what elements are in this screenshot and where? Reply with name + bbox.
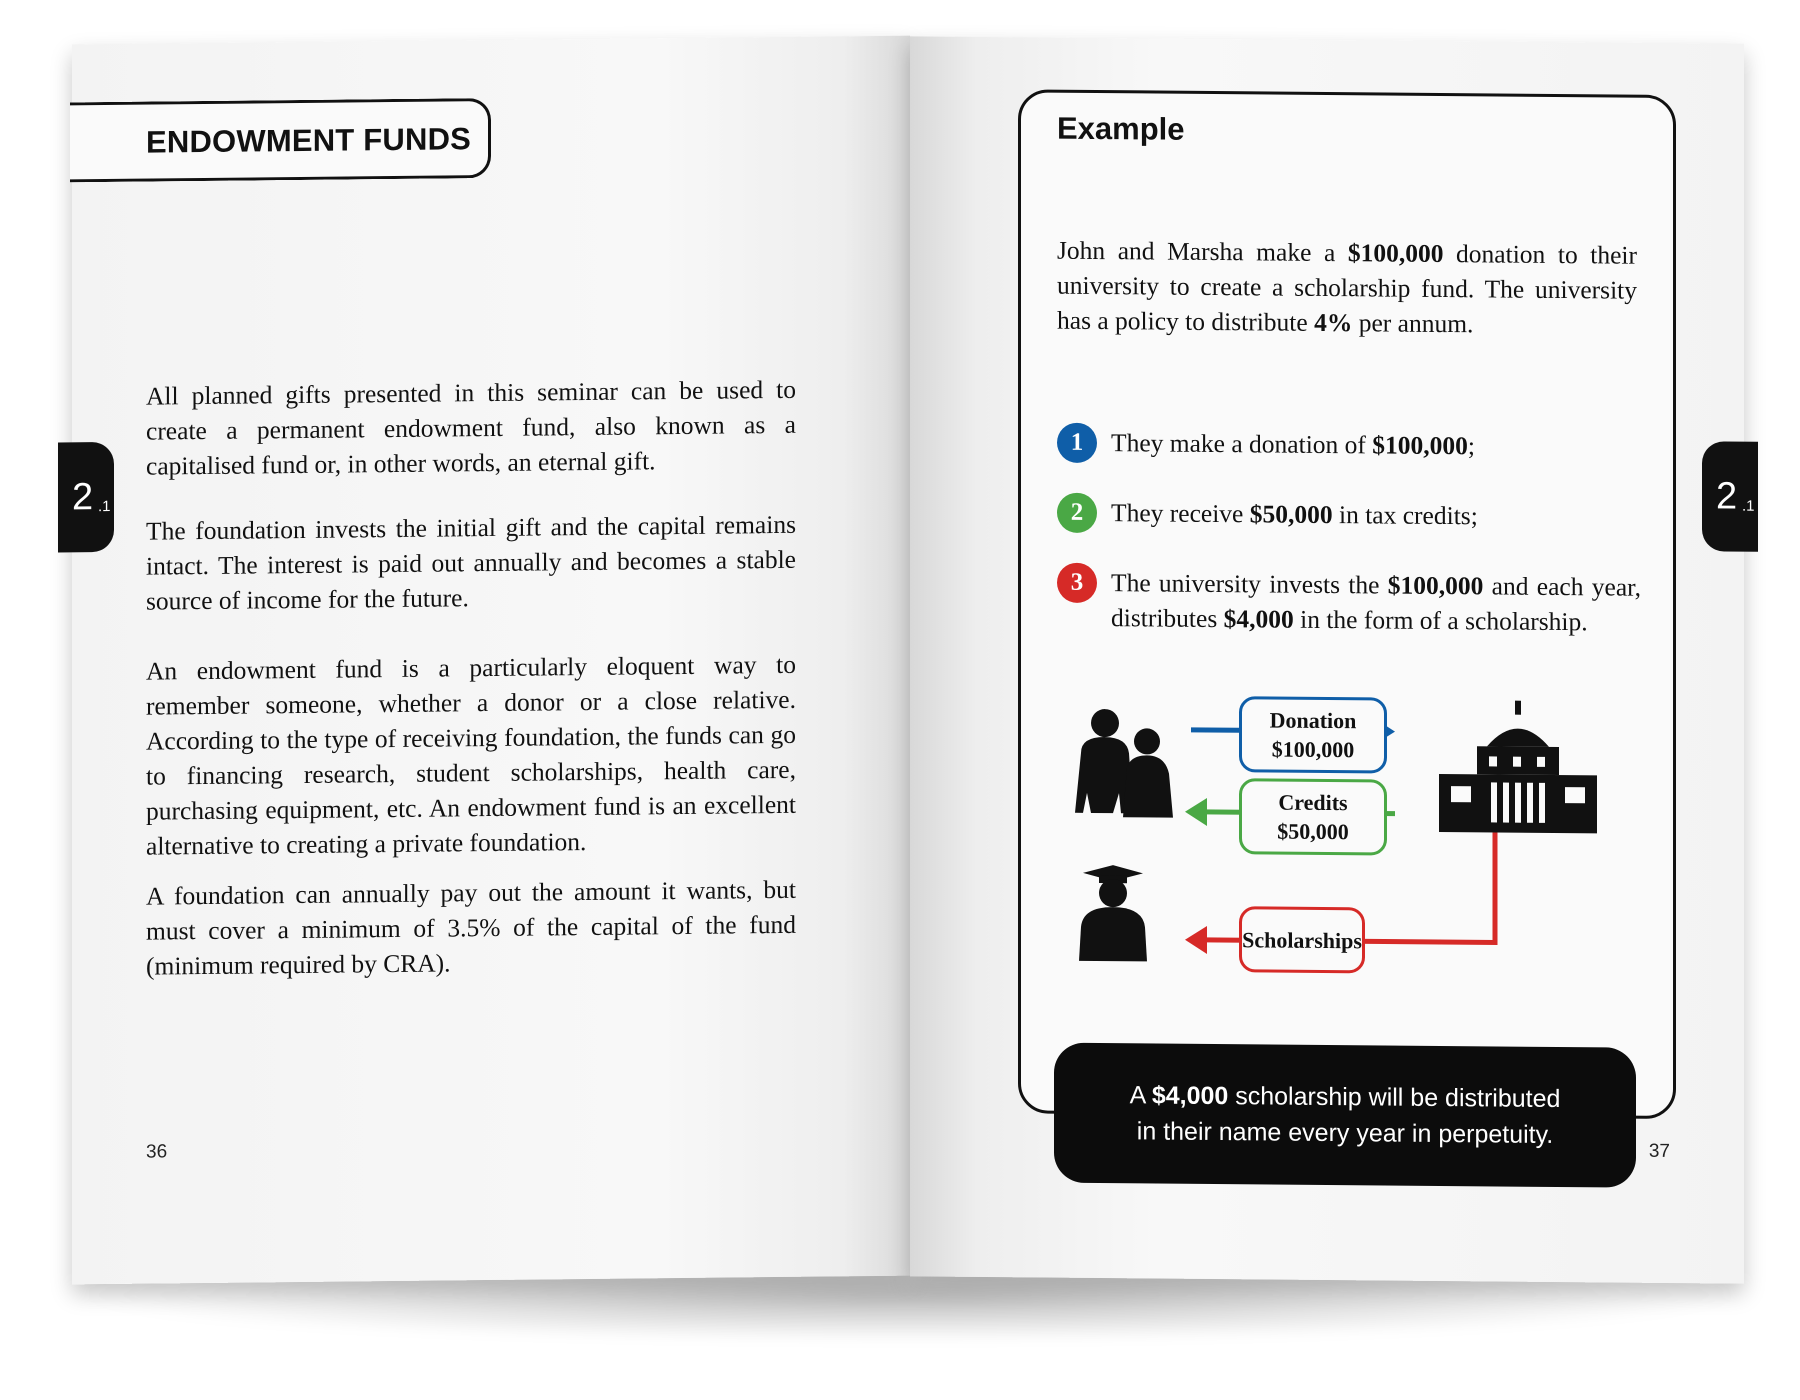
step-1 (1057, 423, 1647, 461)
credits-box: Credits $50,000 (1239, 778, 1387, 855)
paragraph: The foundation invests the initial gift and the capital remains intact. The interest is paid out annually and becomes a stable source of income for the future. (146, 509, 796, 616)
step-text: They receive $50,000 in tax credits; (1111, 498, 1478, 531)
step-2 (1057, 493, 1647, 531)
chapter-tab-right (1702, 441, 1758, 551)
paragraph: An endowment fund is a particularly eloquent way to remember someone, whether a donor or a close relative. According to the type of receiving foundation, the funds can go to financing research, student scholarships, health care, purchasing equipment, etc. An endowment fund is an excellent alternative to creating a private foundation. (146, 649, 796, 861)
university-building-icon (1439, 700, 1597, 833)
example-title: Example (1057, 110, 1185, 147)
scholarships-box: Scholarships (1239, 906, 1365, 973)
page-number: 37 (1648, 1140, 1670, 1162)
couple-icon (1075, 709, 1173, 818)
graduate-icon (1079, 865, 1147, 962)
right-page (910, 36, 1755, 1283)
example-box (1018, 89, 1676, 1149)
flow-diagram (1061, 693, 1651, 1008)
chapter-tab-subnumber: .1 (1742, 497, 1755, 515)
section-header (70, 98, 491, 182)
chapter-tab-number: 2 (72, 476, 94, 519)
paragraph: All planned gifts presented in this seminar can be used to create a permanent endowment fund, also known as a capitalised fund or, in other words, an eternal gift. (146, 374, 796, 481)
example-intro: John and Marsha make a $100,000 donation to their university to create a scholarship fund. The university has a policy to distribute 4% per annum. (1057, 235, 1637, 339)
chapter-tab-number: 2 (1716, 475, 1738, 518)
donation-box: Donation $100,000 (1239, 696, 1387, 773)
chapter-tab-subnumber: .1 (98, 497, 111, 516)
step-number-badge: 1 (1057, 423, 1097, 463)
section-title: ENDOWMENT FUNDS (146, 121, 472, 160)
paragraph: A foundation can annually pay out the amount it wants, but must cover a minimum of 3.5% of the capital of the fund (minimum required by CRA). (146, 874, 796, 981)
step-number-badge: 3 (1057, 563, 1097, 603)
step-text: They make a donation of $100,000; (1111, 428, 1476, 461)
step-text: The university invests the $100,000 and each year, distributes $4,000 in the form of a scholarship. (1111, 568, 1641, 637)
page-number: 36 (146, 1141, 168, 1163)
step-3 (1057, 563, 1647, 637)
left-page (72, 36, 910, 1285)
summary-banner: A $4,000 scholarship will be distributed in their name every year in perpetuity. (1054, 1043, 1636, 1188)
step-number-badge: 2 (1057, 493, 1097, 533)
chapter-tab-left (58, 442, 114, 553)
